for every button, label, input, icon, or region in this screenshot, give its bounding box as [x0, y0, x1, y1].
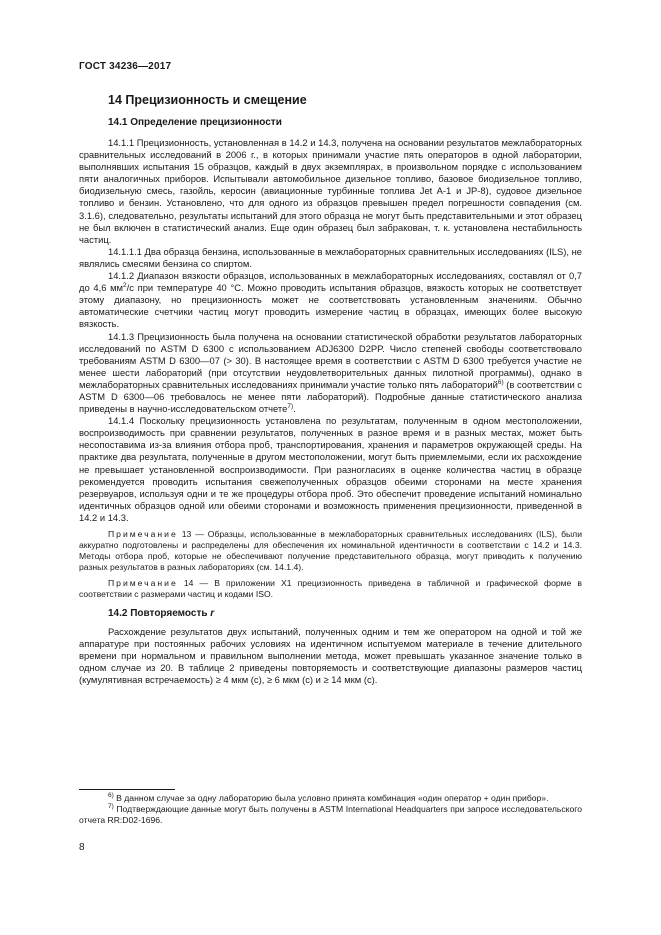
paragraph-14-1-3: 14.1.3 Прецизионность была получена на основании статистической обработки результатов лабораторных исследований по ASTM D 6300 с использованием ADJ6300 D2PP. Число степеней свободы соответствовало требованиям ASTM D 6300—07 (> 30). В настоящее время в соответствии с ASTM D 6300 требуется участие не менее шести лабораторий (при отсутствии неудовлетворительных данных пилотной программы), однако в межлабораторных сравнительных исследованиях принимали участие только пять лабораторий$^{6)}$ (в соответствии с ASTM D 6300—06 требовалось не менее пяти лабораторий). Подробные данные статистического анализа приведены в научно-исследовательском отчете$^{7)}$.: [79, 330, 582, 415]
subsection-title-14-2: 14.2 Повторяемость r: [108, 608, 215, 619]
footnote-divider: [79, 789, 175, 790]
footnotes: [79, 793, 582, 826]
paragraph-14-1-2: 14.1.2 Диапазон вязкости образцов, использованных в межлабораторных исследованиях, составлял от 0,7 до 4,6 $мм^2/с$ при температуре 40 °С. Можно проводить испытания образцов, вязкость которых не соответствует этому диапазону, но прецизионность может не соответствовать установленным значениям. Обычно автоматические счетчики частиц могут проводить измерение частиц в образцах, имеющих более высокую вязкость.: [79, 270, 582, 330]
paragraph-14-1-1: 14.1.1 Прецизионность, установленная в 14.2 и 14.3, получена на основании результатов межлабораторных сравнительных исследований в 2006 г., в которых принимали участие пять операторов в одной лаборатории, выполнявших испытания 15 образцов, каждый в двух экземплярах, в произвольном порядке с использованием пяти аналогичных приборов. Испытывали автомобильное дизельное топливо, базовое биодизельное топливо, биодизельную смесь, газойль, керосин (авиационные турбинные топлива Jet A-1 и JP-8), судовое дизельное топливо и бензин. Установлено, что для одного из образцов превышен предел погрешности совпадения (см. 3.1.6), следовательно, результаты испытаний для этого образца не могут быть представительными и этот образец не был включен в статистический анализ. Еще один образец был забракован, т. к. установлена нестабильность частиц.: [79, 137, 582, 245]
body-text: [79, 137, 582, 687]
footnote-ref-6: 6): [497, 378, 504, 386]
paragraph-14-1-1-1: 14.1.1.1 Два образца бензина, использованные в межлабораторных сравнительных исследованиях (ILS), не являлись смесями бензина со спиртом.: [79, 245, 582, 269]
section-title: 14 Прецизионность и смещение: [108, 93, 307, 107]
footnote-7: $^{7)}$ Подтверждающие данные могут быть получены в ASTM International Headquarters при запросе исследовательского отчета RR:D02-1696.: [79, 803, 582, 825]
standard-header: ГОСТ 34236—2017: [79, 61, 172, 72]
paragraph-14-1-4: 14.1.4 Поскольку прецизионность установлена по результатам, полученным в одном местоположении, воспроизводимость при сравнении результатов, полученных в разное время и в разных местах, может быть несопоставима из-за влияния отбора проб, транспортирования, хранения и параметров окружающей среды. На практике два результата, полученные в другом местоположении, могут быть приемлемыми, если их расхождение не превышает установленной воспроизводимости. При разногласиях в оценке количества частиц в образце рекомендуется проводить испытания свежеполученных образцов обеими сторонами на месте хранения резервуаров, используя одни и те же процедуры отбора проб. Это обеспечит проведение испытаний номинально идентичных образцов одной или обеими сторонами и возможность применения прецизионности, приведенной в 14.2 и 14.3.: [79, 415, 582, 523]
note-13: Примечание 13 — Образцы, использованные в межлабораторных сравнительных исследованиях (ILS), были аккуратно подготовлены и распределены для обеспечения их номинальной идентичности в соответствии с 14.2 и 14.3. Методы отбора проб, которые не обеспечивают получение представительного образца, могут приводить к получению разных результатов в разных лабораториях (см. 14.1.4).: [79, 529, 582, 572]
paragraph-14-2: Расхождение результатов двух испытаний, полученных одним и тем же оператором на одной и той же аппаратуре при постоянных рабочих условиях на идентичном испытуемом материале в течение длительного времени при нормальном и правильном выполнении метода, может превышать указанное значение только в одном случае из 20. В таблице 2 приведены повторяемость и соответствующие диапазоны размеров частиц (кумулятивная встречаемость) ≥ 4 мкм (с), ≥ 6 мкм (с) и ≥ 14 мкм (с).: [79, 626, 582, 686]
subsection-title-14-1: 14.1 Определение прецизионности: [108, 117, 282, 128]
page-number: 8: [79, 842, 85, 853]
note-14: Примечание 14 — В приложении Х1 прецизионность приведена в табличной и графической форме в соответствии с размерами частиц и кодами ISO.: [79, 578, 582, 599]
footnote-ref-7: 7): [287, 403, 294, 411]
footnote-6: $^{6)}$ В данном случае за одну лабораторию была условно принята комбинация «один оператор + один прибор».: [108, 792, 549, 803]
